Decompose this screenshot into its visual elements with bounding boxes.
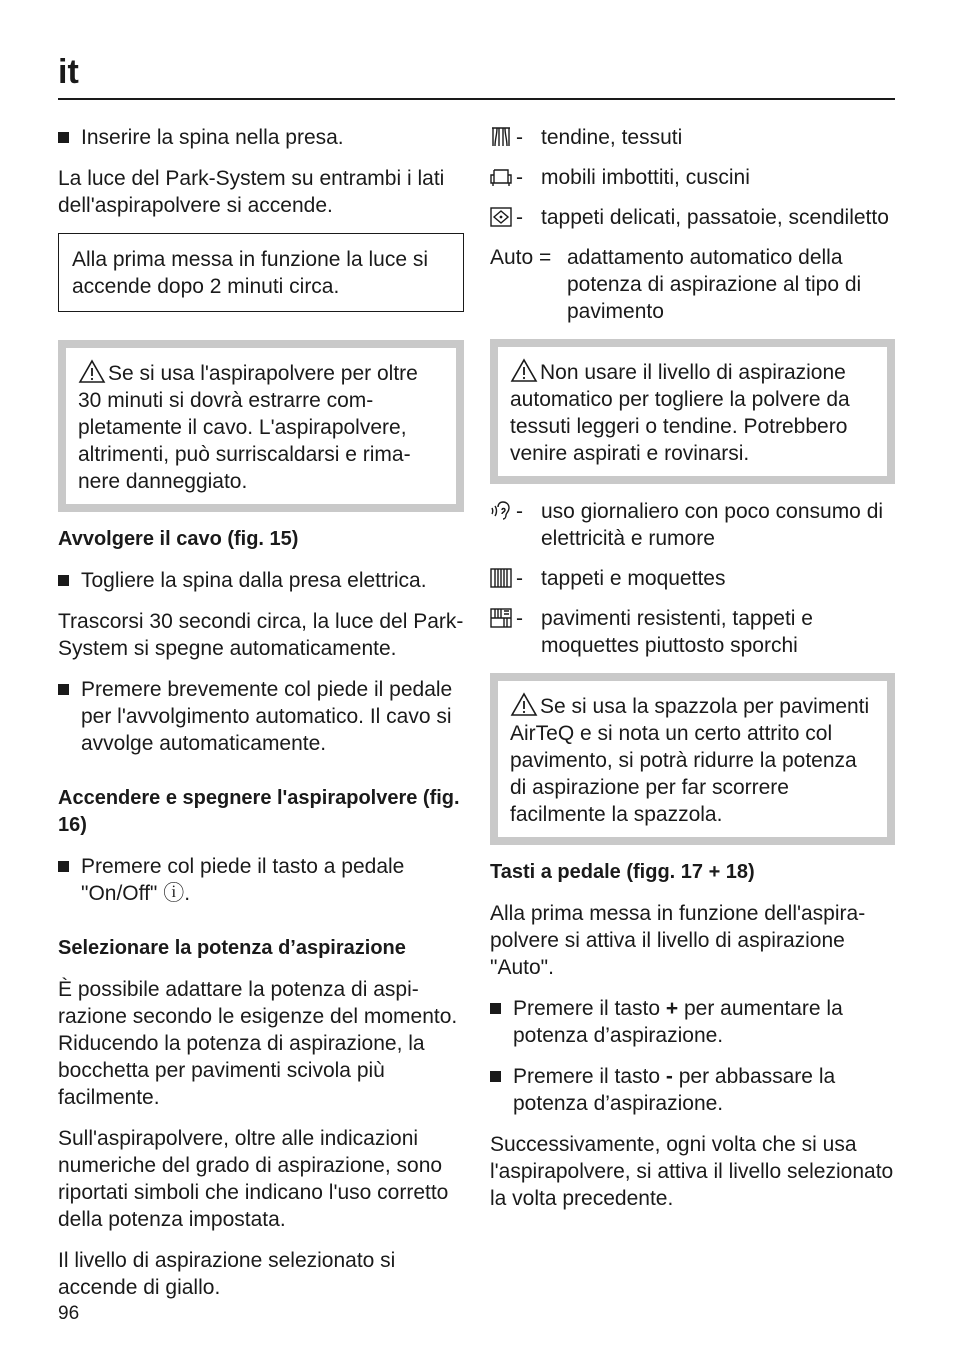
auto-definition: [490, 244, 895, 325]
dash: -: [516, 500, 523, 523]
silent-mode-icon: [490, 501, 514, 521]
paragraph-adapt-suction: È possibile adattare la potenza di aspirazione secondo le esigenze del momento. Riducendo la potenza di aspirazione, la bocchetta per pavimenti scivola più facilmente.: [58, 978, 458, 1109]
bullet-plus-pre: Premere il tasto: [513, 997, 666, 1020]
bullet-unplug: Togliere la spina dalla presa elettrica.: [58, 567, 464, 594]
symbol-row-hard-floors: [490, 605, 895, 659]
bullet-press-minus: [490, 1063, 895, 1117]
warning-triangle-icon: [78, 359, 106, 384]
plus-key: +: [665, 997, 679, 1020]
symbol-row-curtains: [490, 124, 895, 151]
symbol-row-upholstery: [490, 164, 895, 191]
note-text: Alla prima messa in funzione la luce si accende dopo 2 minuti circa.: [72, 248, 428, 298]
symbol-text-curtains: tendine, tessuti: [541, 126, 683, 149]
bullet-press-plus: [490, 995, 895, 1049]
heading-select-suction: Selezionare la potenza d’aspirazione: [58, 937, 406, 959]
bullet-plus-post: per aumentare la potenza d’aspirazione.: [513, 997, 843, 1047]
warning-text-cable: Se si usa l'aspirapolvere per oltre 30 minuti si dovrà estrarre completamente il cavo. L'aspirapolvere, altrimenti, può surriscaldarsi e rimanere danneggiato.: [78, 362, 418, 493]
paragraph-park-light-off: Trascorsi 30 secondi circa, la luce del Park-System si spegne automaticamente.: [58, 610, 464, 660]
paragraph-symbols-info: Sull'aspirapolvere, oltre alle indicazioni numeriche del grado di aspirazione, sono riportati simboli che indicano l'uso corretto della potenza impostata.: [58, 1127, 449, 1231]
warning-triangle-icon: [510, 358, 538, 383]
paragraph-park-light: La luce del Park-System su entrambi i lati dell'aspirapolvere si accende.: [58, 167, 445, 217]
symbol-text-delicate-rugs: tappeti delicati, passatoie, scendiletto: [541, 206, 889, 229]
heading-rewind-cable: Avvolgere il cavo (fig. 15): [58, 528, 299, 550]
bullet-minus-pre: Premere il tasto: [513, 1065, 666, 1088]
symbol-text-eco: uso giornaliero con poco consumo di elettricità e rumore: [541, 500, 884, 550]
page-number: 96: [58, 1303, 80, 1324]
dash: -: [516, 206, 523, 229]
warning-text-auto: Non usare il livello di aspirazione automatico per togliere la polvere da tessuti leggeri o tendine. Potrebbero venire aspirati e rovinarsi.: [510, 361, 850, 465]
language-code: it: [58, 53, 79, 91]
armchair-icon: [490, 167, 512, 187]
left-column: [58, 124, 464, 1315]
paragraph-remembered-level: Successivamente, ogni volta che si usa l'aspirapolvere, si attiva il livello selezionato la volta precedente.: [490, 1133, 894, 1210]
header-rule: [58, 98, 895, 100]
dash: -: [516, 607, 523, 630]
symbol-row-eco: [490, 498, 895, 552]
paragraph-auto-first-use: Alla prima messa in funzione dell'aspirapolvere si attiva il livello di aspirazione "Auto".: [490, 902, 866, 979]
bullet-insert-plug: Inserire la spina nella presa.: [58, 124, 464, 151]
dash: -: [516, 567, 523, 590]
bullet-minus-post: per abbassare la potenza d’aspirazione.: [513, 1065, 836, 1115]
right-column: [490, 124, 895, 1226]
bullet-press-on-off: Premere col piede il tasto a pedale "On/Off" ⓘ.: [58, 853, 464, 907]
warning-box-auto: [490, 339, 895, 484]
note-box: [58, 233, 464, 312]
paragraph-yellow-light: Il livello di aspirazione selezionato si accende di giallo.: [58, 1249, 396, 1299]
dash: -: [516, 166, 523, 189]
warning-triangle-icon: [510, 692, 538, 717]
warning-box-cable: [58, 340, 464, 512]
hard-floor-icon: [490, 608, 512, 628]
curtains-icon: [490, 127, 512, 147]
symbol-text-carpets: tappeti e moquettes: [541, 567, 726, 590]
symbol-row-carpets: [490, 565, 895, 592]
symbol-row-delicate-rugs: [490, 204, 895, 231]
warning-text-airteq: Se si usa la spazzola per pavimenti AirTeQ e si nota un certo attrito col pavimento, si potrà ridurre la potenza di aspirazione per far scorrere facilmente la spazzola.: [510, 695, 870, 826]
carpet-icon: [490, 568, 512, 588]
heading-pedal-buttons: Tasti a pedale (figg. 17 + 18): [490, 861, 755, 883]
delicate-rug-icon: [490, 207, 512, 227]
bullet-press-rewind-pedal: Premere brevemente col piede il pedale per l'avvolgimento automatico. Il cavo si avvolge automaticamente.: [58, 676, 464, 757]
minus-key: -: [665, 1065, 673, 1088]
symbol-text-upholstery: mobili imbottiti, cuscini: [541, 166, 750, 189]
heading-on-off: Accendere e spegnere l'aspirapolvere (fig. 16): [58, 787, 460, 836]
dash: -: [516, 126, 523, 149]
symbol-text-hard-floors: pavimenti resistenti, tappeti e moquettes piuttosto sporchi: [541, 607, 813, 657]
auto-value: adattamento automatico della potenza di aspirazione al tipo di pavimento: [567, 246, 862, 323]
warning-box-airteq: [490, 673, 895, 845]
auto-key: Auto =: [490, 246, 552, 269]
